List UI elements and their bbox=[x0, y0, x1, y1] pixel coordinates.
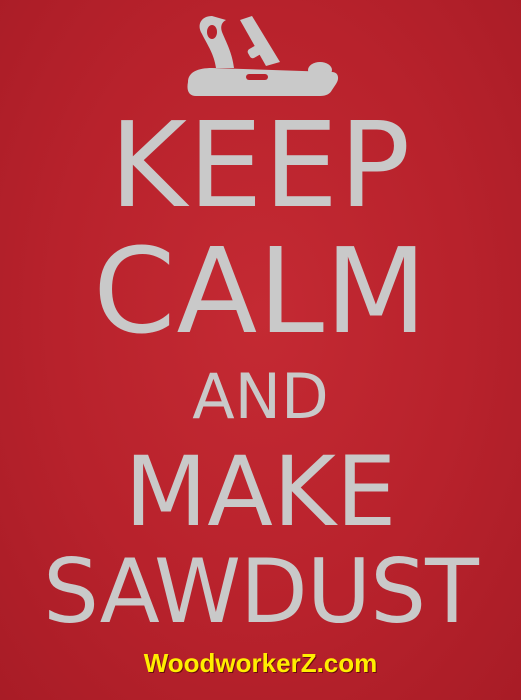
headline-and: AND bbox=[192, 360, 329, 433]
headline-make: MAKE bbox=[124, 436, 397, 548]
headline-calm: CALM bbox=[93, 222, 428, 360]
website-watermark: WoodworkerZ.com bbox=[143, 648, 378, 678]
hand-plane-icon bbox=[182, 12, 342, 100]
headline-keep: KEEP bbox=[109, 96, 412, 234]
headline-sawdust: SAWDUST bbox=[43, 540, 478, 643]
